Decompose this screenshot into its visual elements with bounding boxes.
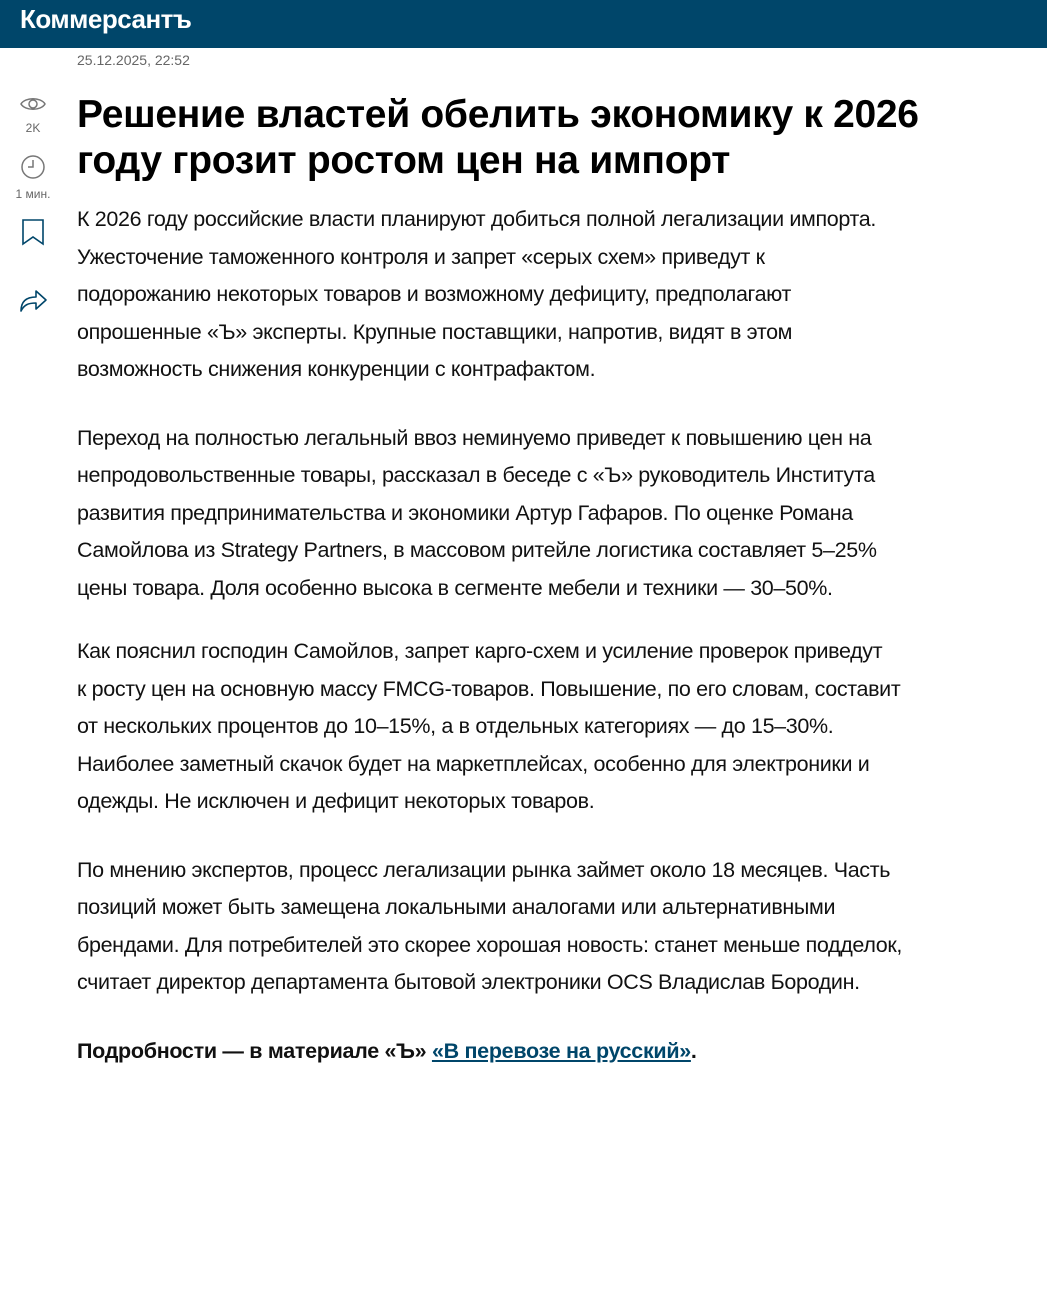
text-line: возможность снижения конкуренции с контрафактом. [77,357,596,381]
text-line: Самойлова из Strategy Partners, в массовом ритейле логистика составляет 5–25% [77,538,877,562]
paragraph [77,852,1007,1002]
paragraph [77,420,1007,608]
paragraph-lead [77,201,1007,389]
publish-date: 25.12.2025, 22:52 [77,52,190,68]
bookmark-button[interactable] [0,218,66,251]
views-count: 2K [25,121,41,135]
text-line: опрошенные «Ъ» эксперты. Крупные поставщики, напротив, видят в этом [77,319,793,344]
text-line: цены товара. Доля особенно высока в сегменте мебели и техники — 30–50%. [77,575,833,600]
text-line: По мнению экспертов, процесс легализации рынка займет около 18 месяцев. Часть [77,857,891,882]
site-header [0,0,1047,48]
text-line: подорожанию некоторых товаров и возможному дефициту, предполагают [77,282,791,306]
views-counter [0,94,66,135]
article-title [77,92,1017,184]
text-line: Наиболее заметный скачок будет на маркетплейсах, особенно для электроники и [77,751,870,776]
share-icon [18,287,48,313]
read-time [0,154,66,201]
text-line: считает директор департамента бытовой электроники OCS Владислав Бородин. [77,970,860,994]
more-details-end: . [690,1038,697,1063]
text-line: К 2026 году российские власти планируют добиться полной легализации импорта. [77,207,876,231]
text-line: Переход на полностью легальный ввоз неминуемо приведет к повышению цен на [77,425,872,450]
article-body [77,201,1007,1070]
paragraph [77,633,1007,821]
text-line: от нескольких процентов до 10–15%, а в отдельных категориях — до 15–30%. [77,714,834,738]
text-line: к росту цен на основную массу FMCG-товаров. Повышение, по его словам, составит [77,676,901,701]
eye-icon [20,94,46,114]
share-button[interactable] [0,287,66,318]
read-time-label: 1 мин. [15,187,51,201]
text-line: позиций может быть замещена локальными аналогами или альтернативными [77,895,836,919]
site-logo[interactable]: Коммерсантъ [20,4,192,34]
more-details [77,1033,1007,1071]
bookmark-icon [21,218,45,246]
clock-icon [20,154,46,180]
more-details-text: Подробности — в материале «Ъ» [77,1038,432,1063]
text-line: Как пояснил господин Самойлов, запрет карго-схем и усиление проверок приведут [77,639,883,663]
title-line: Решение властей обелить экономику к 2026 [77,93,919,136]
text-line: одежды. Не исключен и дефицит некоторых товаров. [77,789,595,813]
related-article-link[interactable]: «В перевозе на русский» [431,1038,691,1063]
text-line: развития предпринимательства и экономики Артур Гафаров. По оценке Романа [77,500,853,525]
text-line: Ужесточение таможенного контроля и запрет «серых схем» приведут к [77,244,765,269]
title-line: году грозит ростом цен на импорт [77,139,731,182]
text-line: брендами. Для потребителей это скорее хорошая новость: станет меньше подделок, [77,932,903,957]
text-line: непродовольственные товары, рассказал в беседе с «Ъ» руководитель Института [77,463,875,487]
